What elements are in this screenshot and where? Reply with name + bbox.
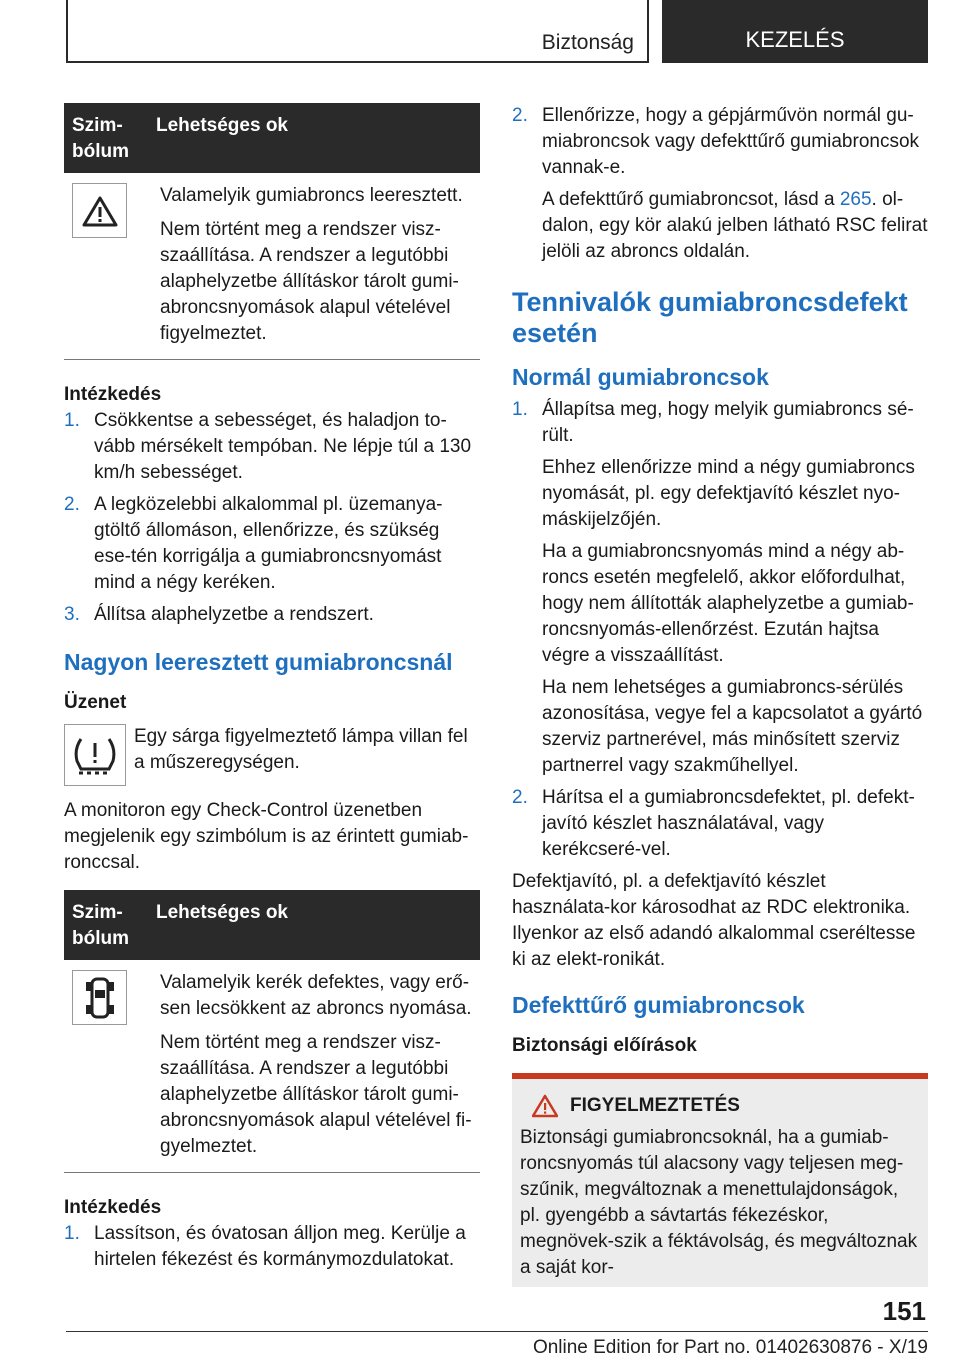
list-item: 3. Állítsa alaphelyzetbe a rendszert. (64, 604, 374, 625)
section-heading-normal-tires: Normál gumiabroncsok (512, 364, 769, 390)
page-reference-link[interactable]: 265 (839, 189, 872, 210)
safety-title: Biztonsági előírások (512, 1035, 697, 1056)
table-row (64, 173, 480, 359)
table-header-cause: Lehetséges ok (156, 115, 288, 136)
warning-text: Biztonsági gumiabroncsoknál, ha a gumiab-roncsnyomás túl alacsony vagy teljesen meg-szűnik, megváltoznak a menettulajdonságok, pl. gyengébb a sávtartás fékezéskor, megnövek-szik a féktávolság, és megváltoznak a saját kor- (520, 1127, 918, 1278)
section-heading-flat-tire: Tennivalók gumiabroncsdefekt esetén (512, 287, 908, 348)
footer-divider (66, 1331, 928, 1332)
car-tire-status-icon (72, 970, 127, 1025)
symbol-table-1 (64, 103, 480, 360)
right-column (512, 103, 928, 1287)
warning-icon (532, 1094, 558, 1118)
tire-pressure-warning-icon (64, 724, 126, 786)
warning-box (512, 1073, 928, 1287)
measures-list-2 (64, 1221, 480, 1273)
table-header-symbol: Szim- bólum (72, 115, 129, 162)
list-item: 1. Állapítsa meg, hogy melyik gumiabroncs sé-rült. Ehhez ellenőrizze mind a négy gumiabroncs nyomását, pl. egy defektjavító készlet nyo-máskijelzőjén. Ha a gumiabroncsnyomás mind a négy ab-roncs esetén megfelelő, akkor előfordulhat, hogy nem állították alaphelyzetbe a gumiab-roncsnyomás-ellenőrzést. Ezután hajtsa végre a visszaállítást. Ha nem lehetséges a gumiabroncs-sérülés azonosítása, vegye fel a kapcsolatot a gyártó szerviz partnerével, más minősített szerviz partnerrel vagy szakműhellyel. (512, 399, 923, 776)
footer-edition: Online Edition for Part no. 01402630876 - X/19 (532, 1337, 928, 1358)
cause-text: Valamelyik kerék defektes, vagy erő-sen lecsökkent az abroncs nyomása. (160, 972, 472, 1019)
list-item: 2. A legközelebbi alkalommal pl. üzemanya-gtöltő állomáson, ellenőrizze, és szükség ese-tén korrigálja a gumiabroncsnyomást mind a négy keréken. (64, 494, 443, 593)
table-header (64, 103, 480, 173)
rdc-note: Defektjavító, pl. a defektjavító készlet használata-kor károsodhat az RDC elektronika. Ilyenkor az első adandó alkalommal cseréltesse ki az elekt-ronikát. (512, 871, 916, 970)
table-header-cause: Lehetséges ok (156, 902, 288, 923)
measures-title: Intézkedés (64, 384, 162, 405)
table-header-symbol: Szim- bólum (72, 902, 129, 949)
page-number: 151 (882, 1296, 926, 1326)
message-row (64, 724, 480, 786)
warning-title: FIGYELMEZTETÉS (570, 1095, 740, 1116)
list-item: 1. Lassítson, és óvatosan álljon meg. Kerülje a hirtelen fékezést és kormánymozdulatokat. (64, 1223, 466, 1270)
flat-tire-steps (512, 397, 928, 863)
message-text: Egy sárga figyelmeztető lámpa villan fel a műszeregységen. (134, 726, 468, 773)
cause-text: Nem történt meg a rendszer visz-szaállítása. A rendszer a legutóbbi alaphelyzetbe állításkor tárolt gumi-abroncsnyomások alapul vételével fi-gyelmeztet. (160, 1032, 472, 1157)
header-section-title: Biztonság (541, 31, 634, 54)
section-heading-deflated: Nagyon leeresztett gumiabroncsnál (64, 649, 453, 675)
table-header (64, 890, 480, 960)
list-item: 2. Ellenőrizze, hogy a gépjárművön normál gu-miabroncsok vagy defekttűrő gumiabroncsok vannak-e. A defekttűrő gumiabroncsot, lásd a 265. ol-dalon, egy kör alakú jelben látható RSC felirat jelöli az abroncs oldalán. (512, 105, 928, 262)
left-column (64, 103, 480, 1279)
header-chapter-label: KEZELÉS (745, 27, 845, 52)
monitor-text: A monitoron egy Check-Control üzenetben megjelenik egy szimbólum is az érintett gumiab-ronccsal. (64, 800, 469, 873)
cause-text: Valamelyik gumiabroncs leeresztett. (160, 185, 463, 206)
measures-title: Intézkedés (64, 1197, 162, 1218)
section-heading-runflat: Defekttűrő gumiabroncsok (512, 992, 805, 1018)
measures-list-1 (64, 408, 480, 628)
table-row (64, 960, 480, 1172)
message-title: Üzenet (64, 692, 127, 713)
symbol-table-2 (64, 890, 480, 1173)
list-item: 1. Csökkentse a sebességet, és haladjon to-vább mérsékelt tempóban. Ne lépje túl a 130 km/h sebességet. (64, 410, 472, 483)
warning-triangle-icon (72, 183, 127, 238)
header-chapter-tab[interactable] (662, 0, 928, 63)
cause-text: Nem történt meg a rendszer visz-szaállítása. A rendszer a legutóbbi alaphelyzetbe állításkor tárolt gumi-abroncsnyomások alapul vételével figyelmeztet. (160, 219, 459, 344)
check-list (512, 103, 928, 265)
list-item: 2. Hárítsa el a gumiabroncsdefektet, pl. defekt-javító készlet használatával, vagy kerékcseré-vel. (512, 787, 915, 860)
